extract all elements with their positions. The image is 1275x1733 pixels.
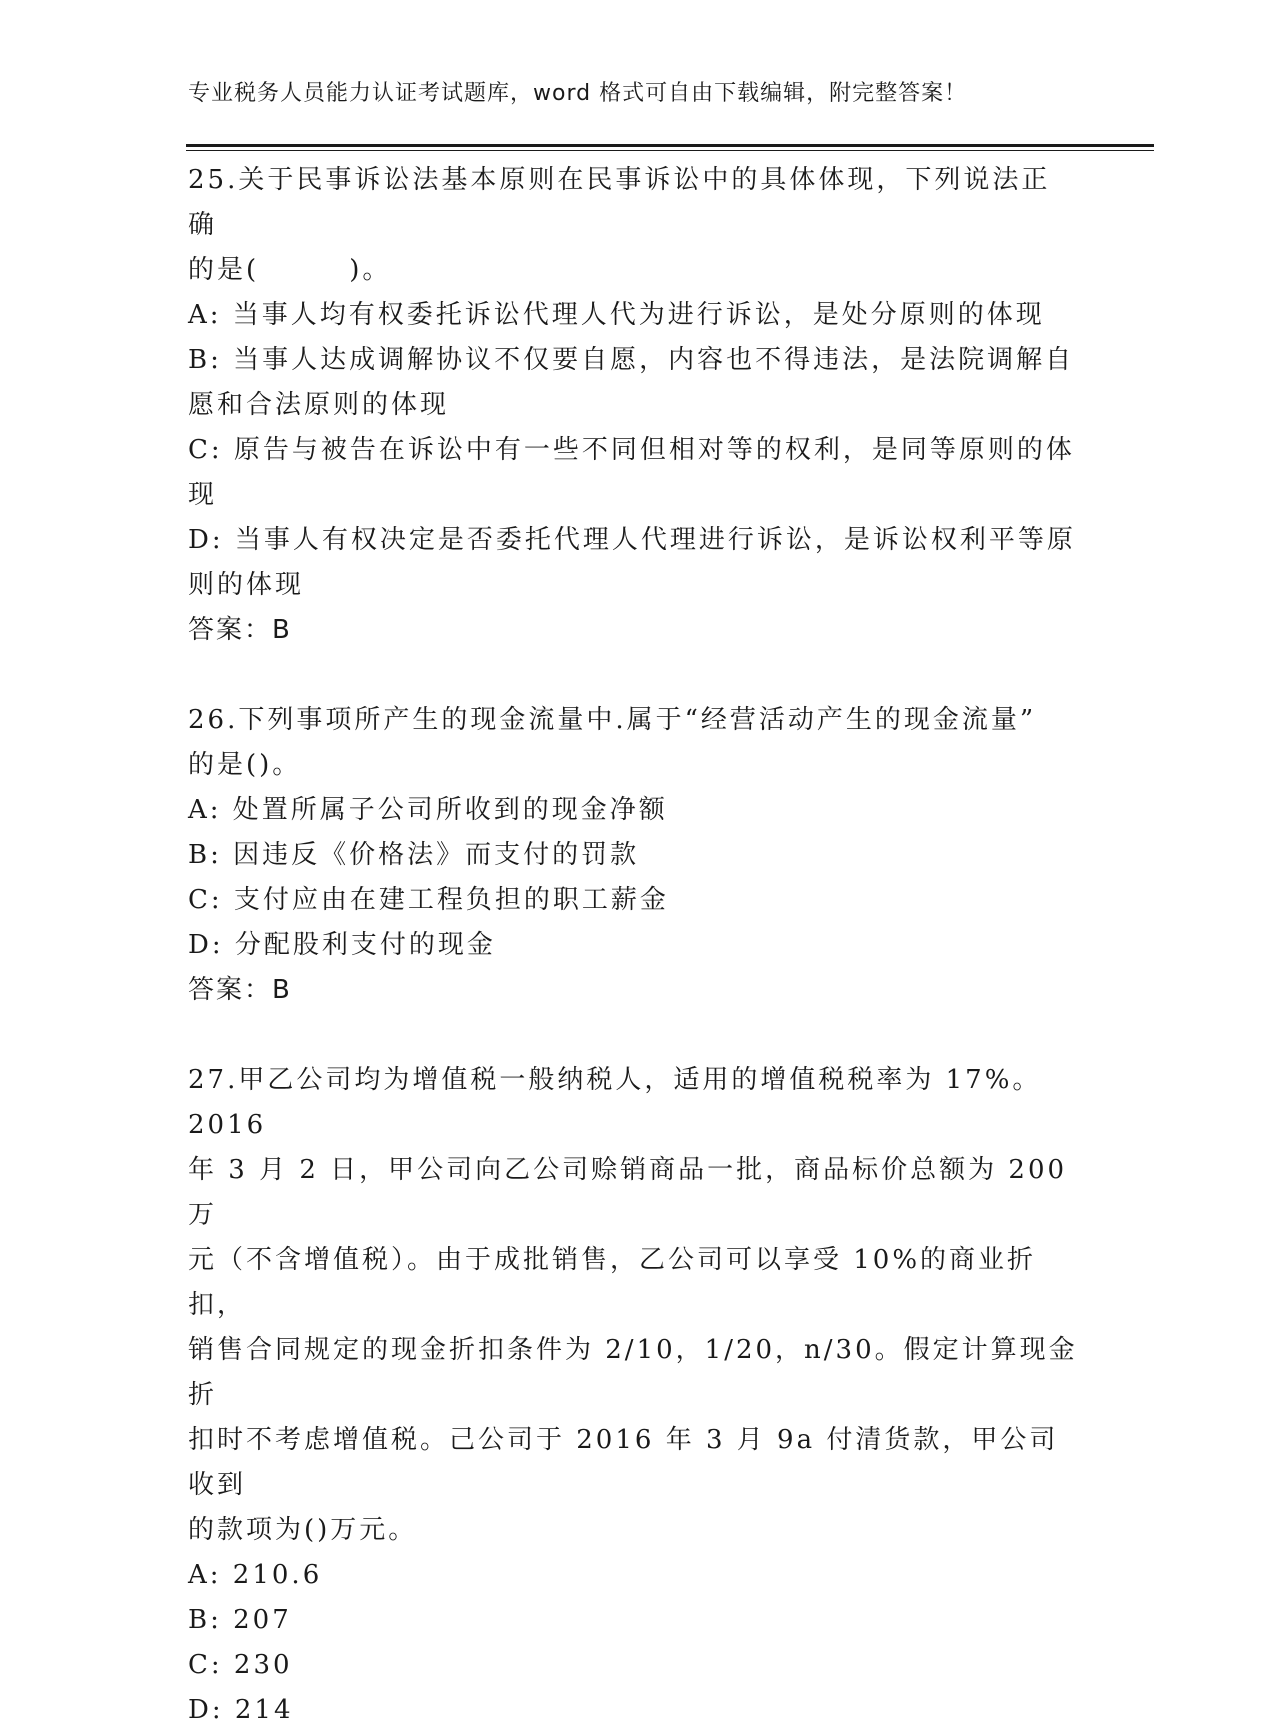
question-27 [188,1058,1078,1733]
question-26 [188,698,1078,1013]
spacer [188,1013,1078,1058]
option-c: C: 支付应由在建工程负担的职工薪金 [188,885,669,915]
option-c-cont: 现 [188,480,218,510]
option-a: A: 处置所属子公司所收到的现金净额 [188,795,668,825]
option-a: A: 210.6 [188,1560,323,1590]
document-header: 专业税务人员能力认证考试题库，word 格式可自由下载编辑，附完整答案！ [188,81,968,106]
option-b-cont: 愿和合法原则的体现 [188,390,450,420]
option-d: D: 分配股利支付的现金 [188,930,496,960]
question-stem-line: 的是( )。 [188,255,392,285]
option-b: B: 207 [188,1605,292,1635]
question-stem-line: 26.下列事项所产生的现金流量中.属于“经营活动产生的现金流量” [188,705,1037,735]
header-rule-thick [186,144,1154,147]
spacer [188,653,1078,698]
option-d-cont: 则的体现 [188,570,305,600]
option-c: C: 230 [188,1650,293,1680]
question-stem-line: 27.甲乙公司均为增值税一般纳税人，适用的增值税税率为 17%。2016 [188,1065,1042,1140]
answer-label: 答案：B [188,975,292,1005]
question-25 [188,158,1078,653]
question-list [188,158,1078,1733]
answer-label: 答案：B [188,615,292,645]
question-stem-line: 的款项为()万元。 [188,1515,418,1545]
header-rule-thin [186,150,1154,151]
question-stem-line: 元（不含增值税）。由于成批销售，乙公司可以享受 10%的商业折扣， [188,1245,1037,1320]
option-b: B: 当事人达成调解协议不仅要自愿，内容也不得违法，是法院调解自 [188,345,1075,375]
question-stem-line: 年 3 月 2 日，甲公司向乙公司赊销商品一批，商品标价总额为 200 万 [188,1155,1079,1230]
option-d: D: 当事人有权决定是否委托代理人代理进行诉讼，是诉讼权利平等原 [188,525,1076,555]
question-stem-line: 的是()。 [188,750,302,780]
option-c: C: 原告与被告在诉讼中有一些不同但相对等的权利，是同等原则的体 [188,435,1075,465]
question-stem-line: 25.关于民事诉讼法基本原则在民事诉讼中的具体体现，下列说法正确 [188,165,1051,240]
option-a: A: 当事人均有权委托诉讼代理人代为进行诉讼，是处分原则的体现 [188,300,1045,330]
option-b: B: 因违反《价格法》而支付的罚款 [188,840,640,870]
option-d: D: 214 [188,1695,294,1725]
question-stem-line: 销售合同规定的现金折扣条件为 2/10，1/20，n/30。假定计算现金折 [188,1335,1078,1410]
question-stem-line: 扣时不考虑增值税。己公司于 2016 年 3 月 9a 付清货款，甲公司收到 [188,1425,1059,1500]
